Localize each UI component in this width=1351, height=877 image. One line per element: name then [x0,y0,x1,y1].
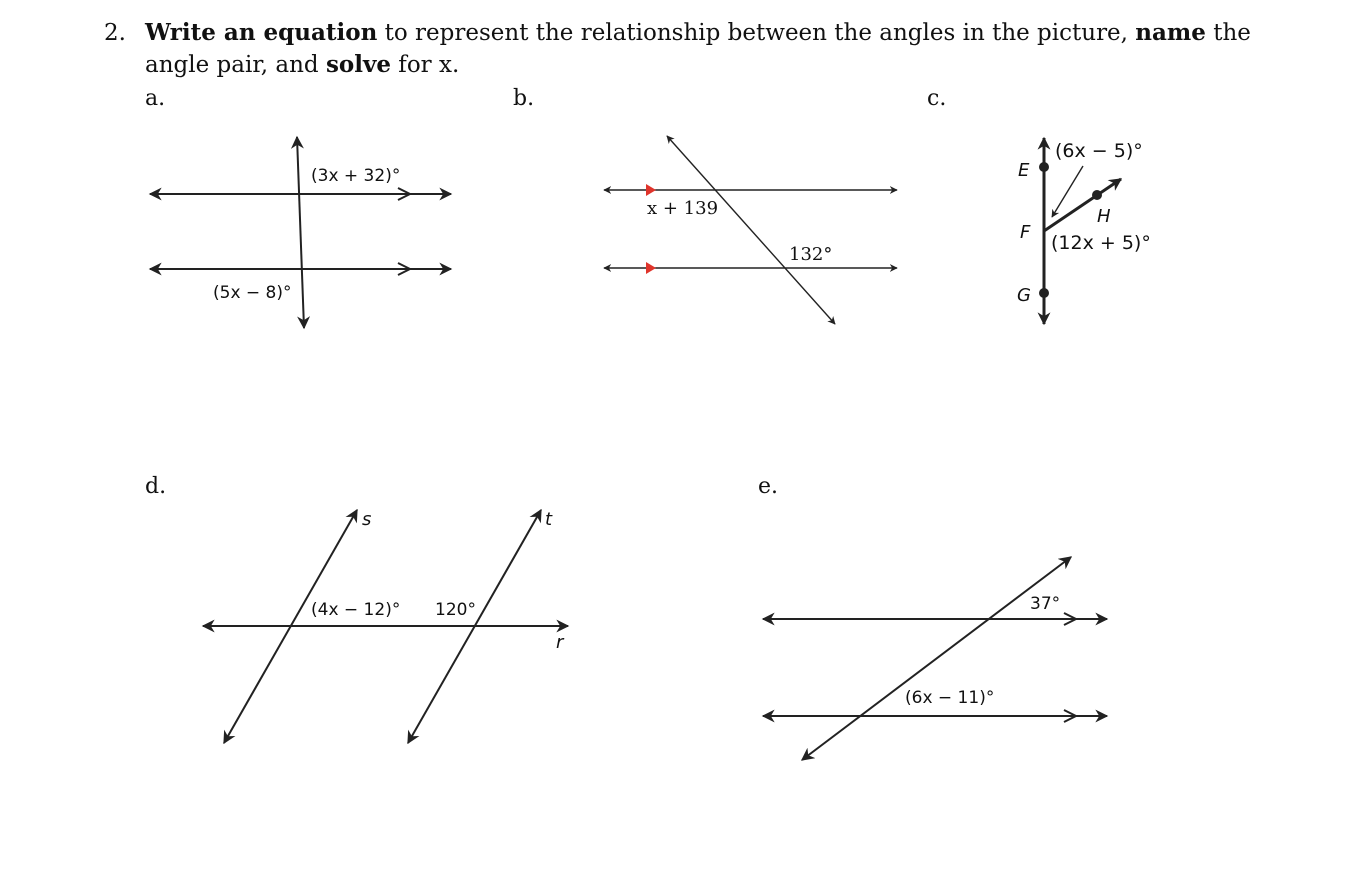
fig-d-label-t: t [545,509,553,530]
part-a-label: a. [145,86,166,111]
fig-b-transversal [667,136,835,324]
fig-a-transversal [297,137,304,328]
question-bold-2: name [1135,19,1206,46]
fig-b-parallel-mark-bottom [646,262,656,274]
fig-d-angle-left: (4x − 12)° [311,600,401,620]
fig-e-angle-bottom: (6x − 11)° [905,688,995,708]
question-text-3: for x. [391,52,460,78]
figure-e [763,557,1107,760]
part-b-label: b. [513,86,535,111]
figure-d [203,509,568,743]
fig-b-angle-left: x + 139 [647,198,719,219]
fig-a-angle-top: (3x + 32)° [311,166,401,186]
question-text-2: the angle pair, and [145,20,1251,78]
fig-b-parallel-mark-top [646,184,656,196]
fig-c-angle-top: (6x − 5)° [1055,140,1143,162]
fig-c-point-e [1039,162,1049,172]
fig-c-point-h [1092,190,1102,200]
figure-c [1017,138,1151,324]
part-d-label: d. [145,474,167,499]
fig-e-transversal [802,557,1071,760]
fig-c-point-g [1039,288,1049,298]
part-e-label: e. [758,474,779,499]
fig-a-angle-bottom: (5x − 8)° [213,283,292,303]
fig-c-label-h: H [1097,206,1111,227]
fig-c-label-f: F [1020,222,1031,243]
figure-a [150,137,451,328]
fig-c-label-e: E [1018,160,1030,181]
fig-d-label-r: r [556,632,564,653]
question-number: 2. [104,20,126,46]
question-text-1: to represent the relationship between the angles in the picture, [377,20,1136,46]
fig-d-label-s: s [362,509,372,530]
fig-e-angle-top: 37° [1030,594,1061,614]
figure-b [604,136,897,324]
fig-b-angle-right: 132° [789,244,833,265]
fig-d-angle-right: 120° [435,600,476,620]
question-bold-1: Write an equation [145,19,378,46]
fig-c-label-g: G [1017,285,1031,306]
fig-c-angle-bottom: (12x + 5)° [1051,232,1151,254]
question-bold-3: solve [325,51,391,78]
part-c-label: c. [927,86,947,111]
